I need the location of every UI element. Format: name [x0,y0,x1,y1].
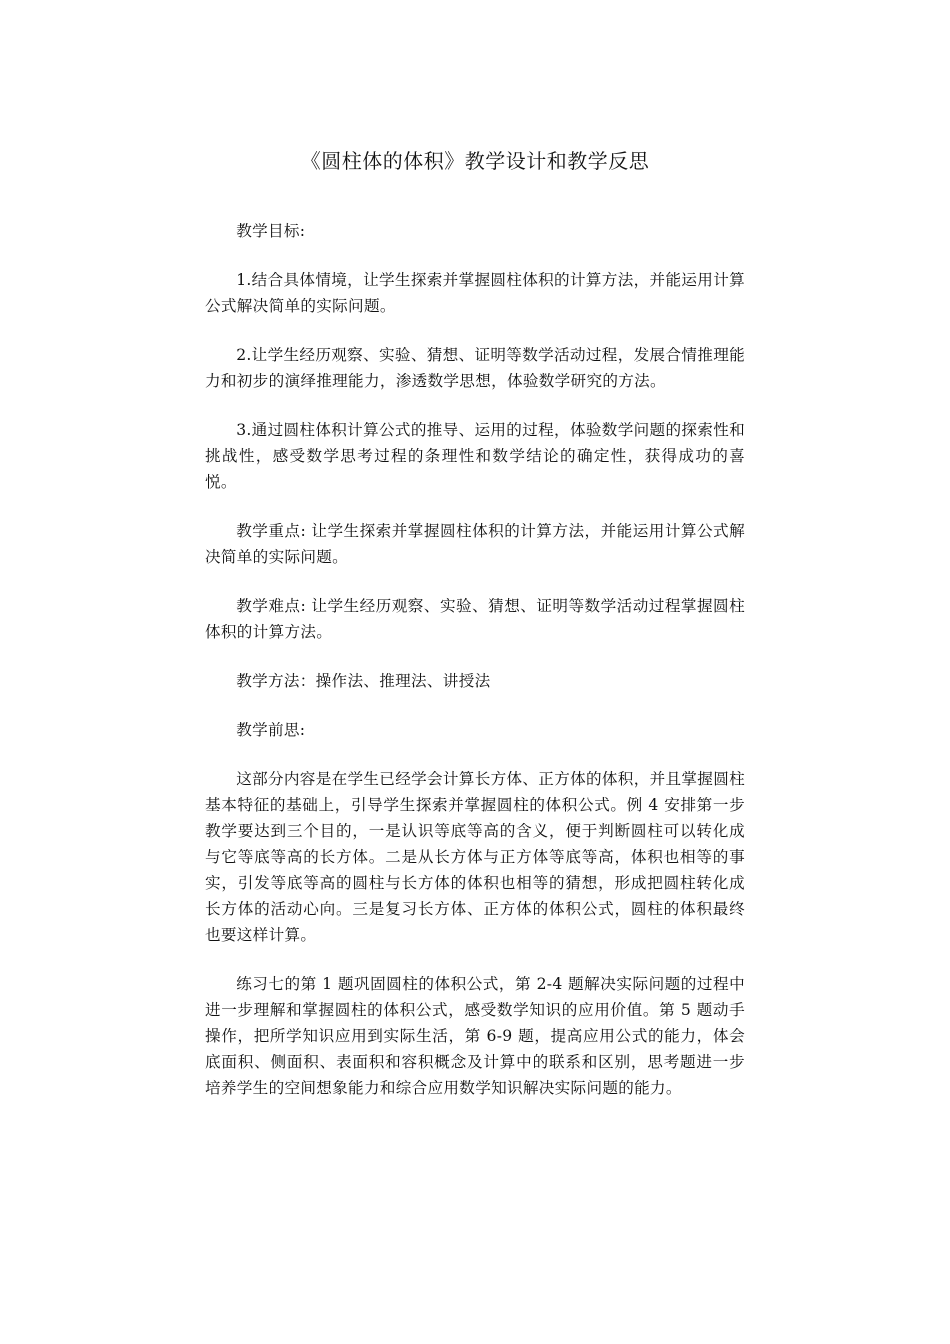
goal-item-3: 3.通过圆柱体积计算公式的推导、运用的过程，体验数学问题的探索性和挑战性，感受数学思考过程的条理性和数学结论的确定性，获得成功的喜悦。 [205,421,745,491]
teaching-focus-paragraph: 教学重点: 让学生探索并掌握圆柱体积的计算方法，并能运用计算公式解决简单的实际问题。 [205,522,745,566]
pre-teaching-reflection-heading: 教学前思: [236,721,306,739]
teaching-difficulty-paragraph: 教学难点: 让学生经历观察、实验、猜想、证明等数学活动过程掌握圆柱体积的计算方法。 [205,597,745,641]
document-body [205,218,745,1124]
content-analysis-paragraph: 这部分内容是在学生已经学会计算长方体、正方体的体积，并且掌握圆柱基本特征的基础上，引导学生探索并掌握圆柱的体积公式。例 4 安排第一步教学要达到三个目的，一是认识等底等高的含义，便于判断圆柱可以转化成与它等底等高的长方体。二是从长方体与正方体等底等高，体积也相等的事实，引发等底等高的圆柱与长方体的体积也相等的猜想，形成把圆柱转化成长方体的活动心向。三是复习长方体、正方体的体积公式，圆柱的体积最终也要这样计算。 [205,770,745,944]
exercise-analysis-paragraph: 练习七的第 1 题巩固圆柱的体积公式，第 2-4 题解决实际问题的过程中进一步理解和掌握圆柱的体积公式，感受数学知识的应用价值。第 5 题动手操作，把所学知识应用到实际生活，第 6-9 题，提高应用公式的能力，体会底面积、侧面积、表面积和容积概念及计算中的联系和区别，思考题进一步培养学生的空间想象能力和综合应用数学知识解决实际问题的能力。 [205,975,745,1097]
document-title: 《圆柱体的体积》教学设计和教学反思 [300,149,650,173]
teaching-goals-heading: 教学目标: [236,222,306,240]
teaching-methods-paragraph: 教学方法：操作法、推理法、讲授法 [236,672,491,690]
goal-item-1: 1.结合具体情境，让学生探索并掌握圆柱体积的计算方法，并能运用计算公式解决简单的实际问题。 [205,271,745,315]
goal-item-2: 2.让学生经历观察、实验、猜想、证明等数学活动过程，发展合情推理能力和初步的演绎推理能力，渗透数学思想，体验数学研究的方法。 [205,346,745,390]
